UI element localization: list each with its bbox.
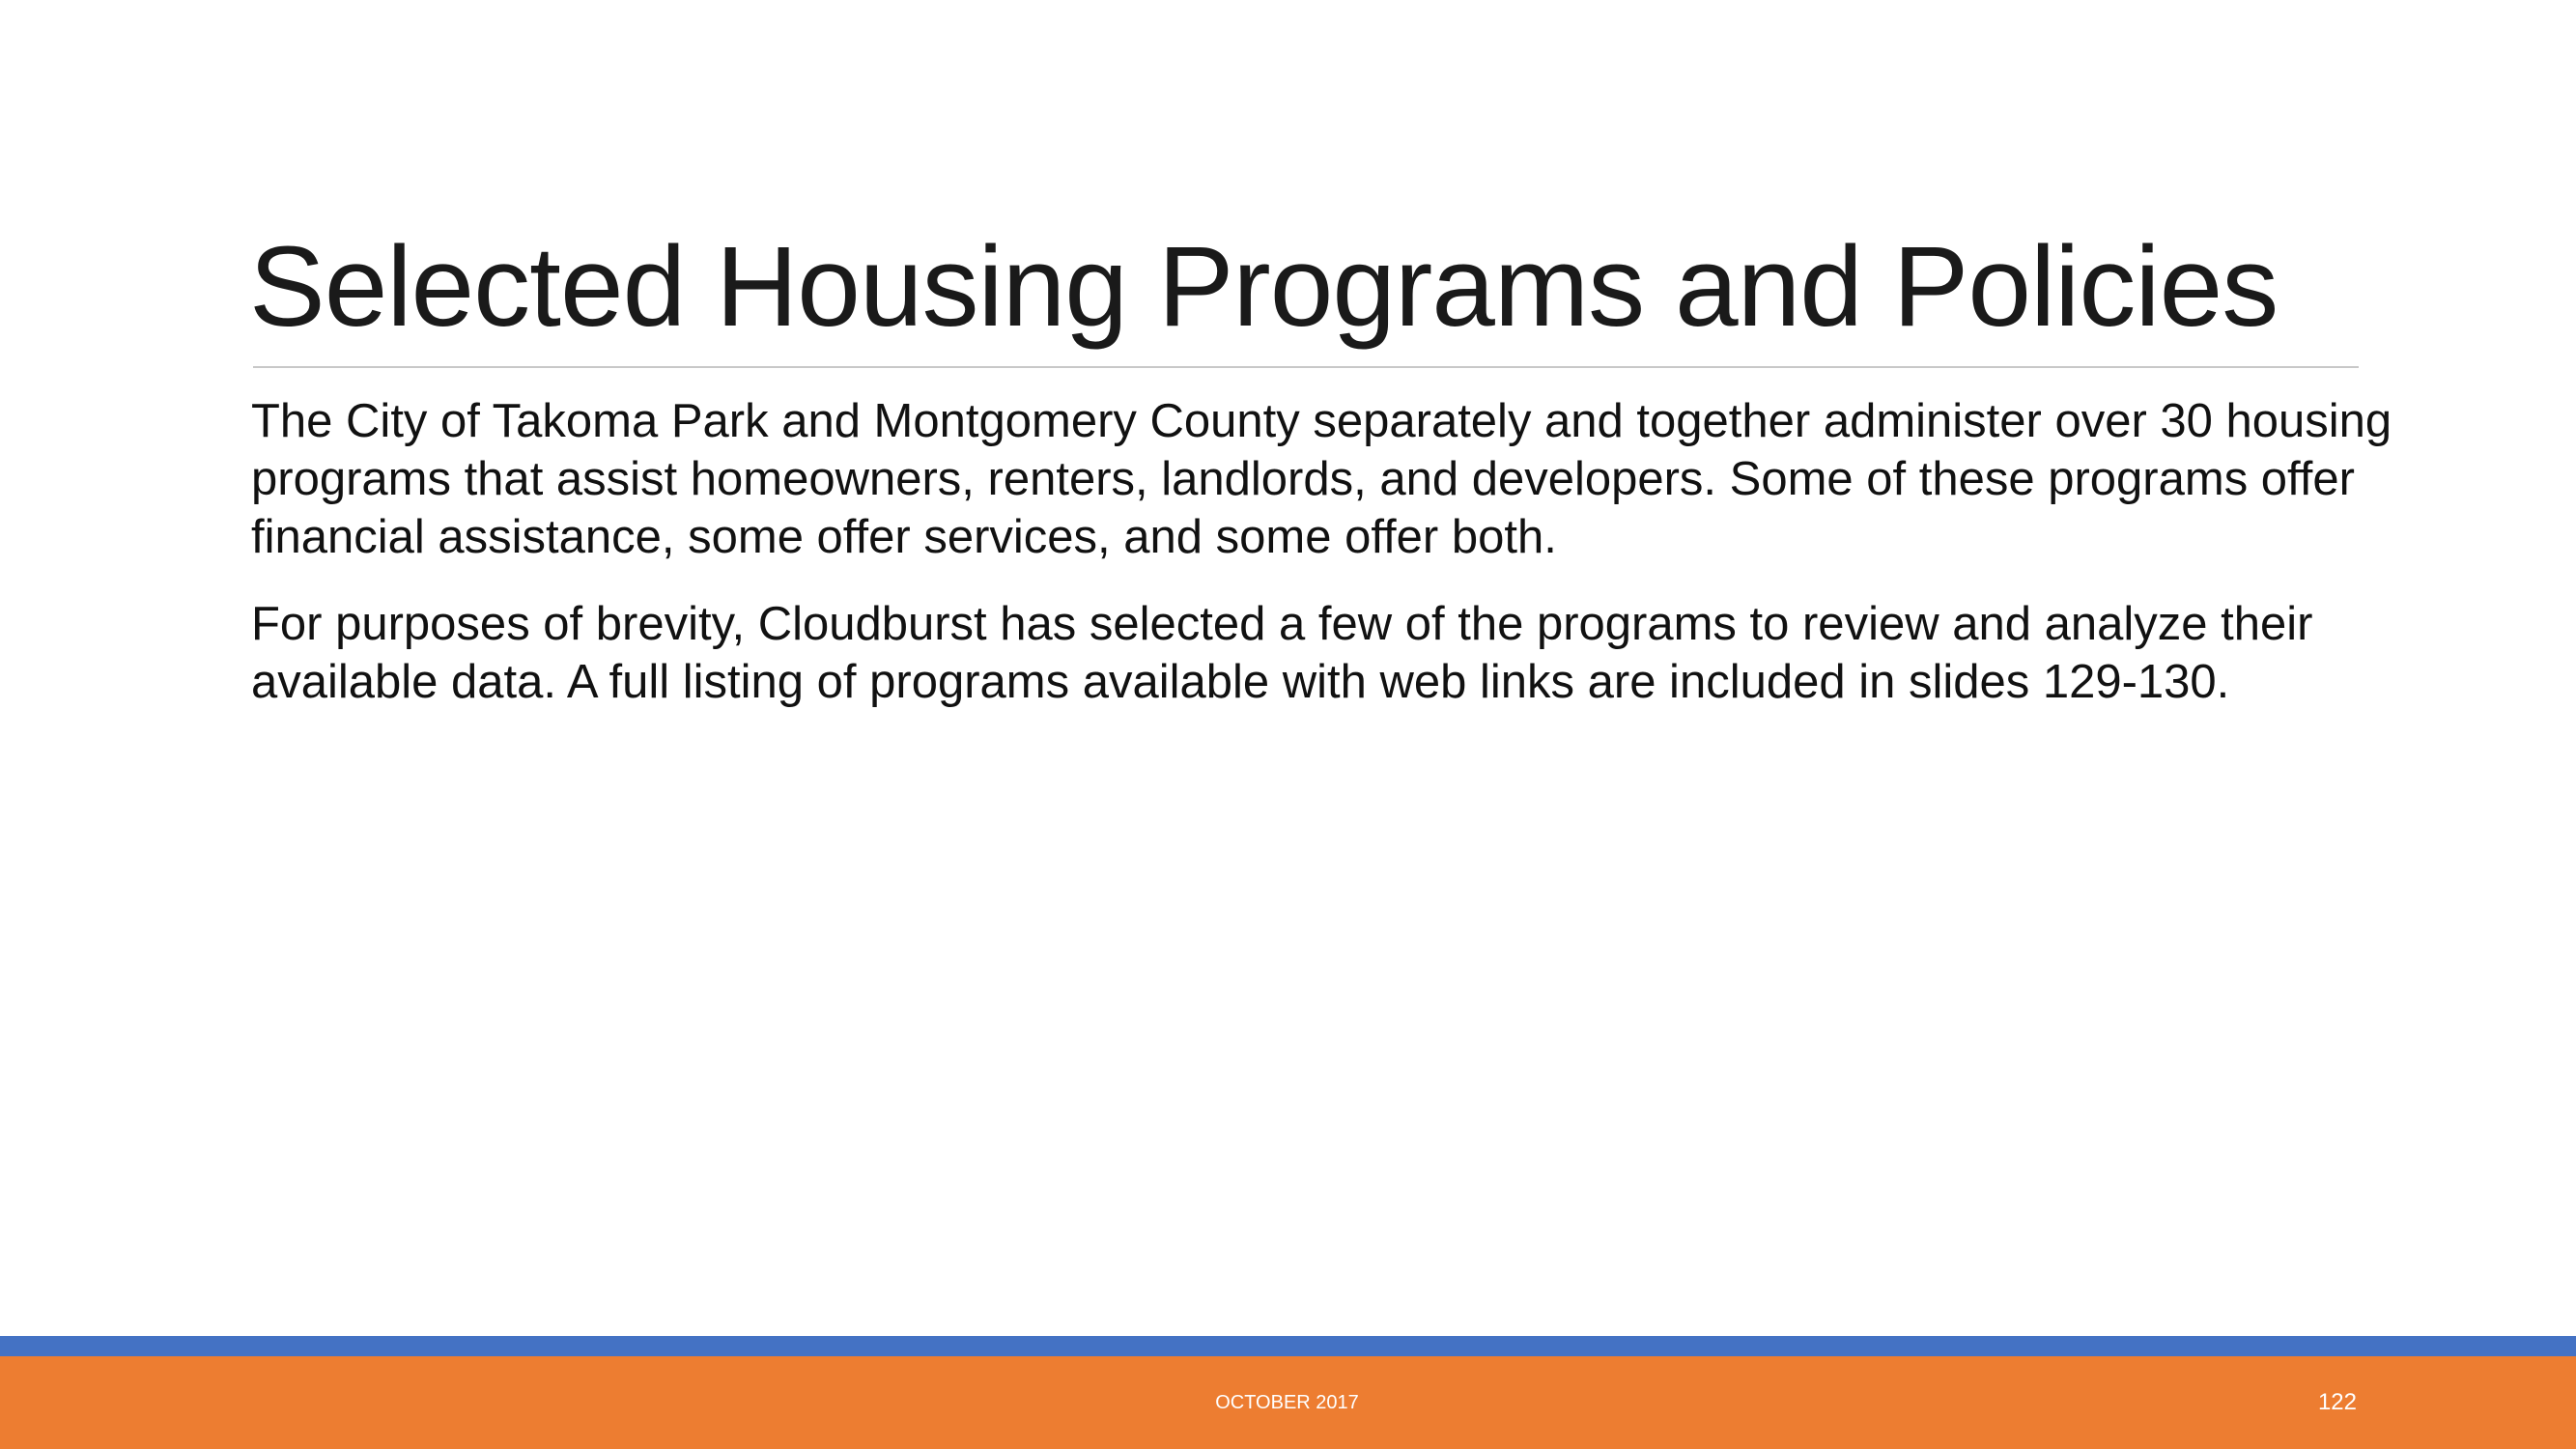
slide-page-number: 122 xyxy=(2317,1389,2357,1415)
slide-body xyxy=(251,392,2415,740)
body-paragraph-2: For purposes of brevity, Cloudburst has selected a few of the programs to review and analyze their available data. A full listing of programs available with web links are included in slides 129-130. xyxy=(251,598,2313,708)
footer-date: OCTOBER 2017 xyxy=(1215,1392,1359,1413)
title-divider xyxy=(253,366,2359,368)
slide-title: Selected Housing Programs and Policies xyxy=(249,223,2279,351)
footer-blue-band xyxy=(0,1336,2576,1356)
body-paragraph-1: The City of Takoma Park and Montgomery County separately and together administer over 30 housing programs that assist homeowners, renters, landlords, and developers. Some of these programs offer financial assistance, some offer services, and some offer both. xyxy=(251,395,2392,563)
